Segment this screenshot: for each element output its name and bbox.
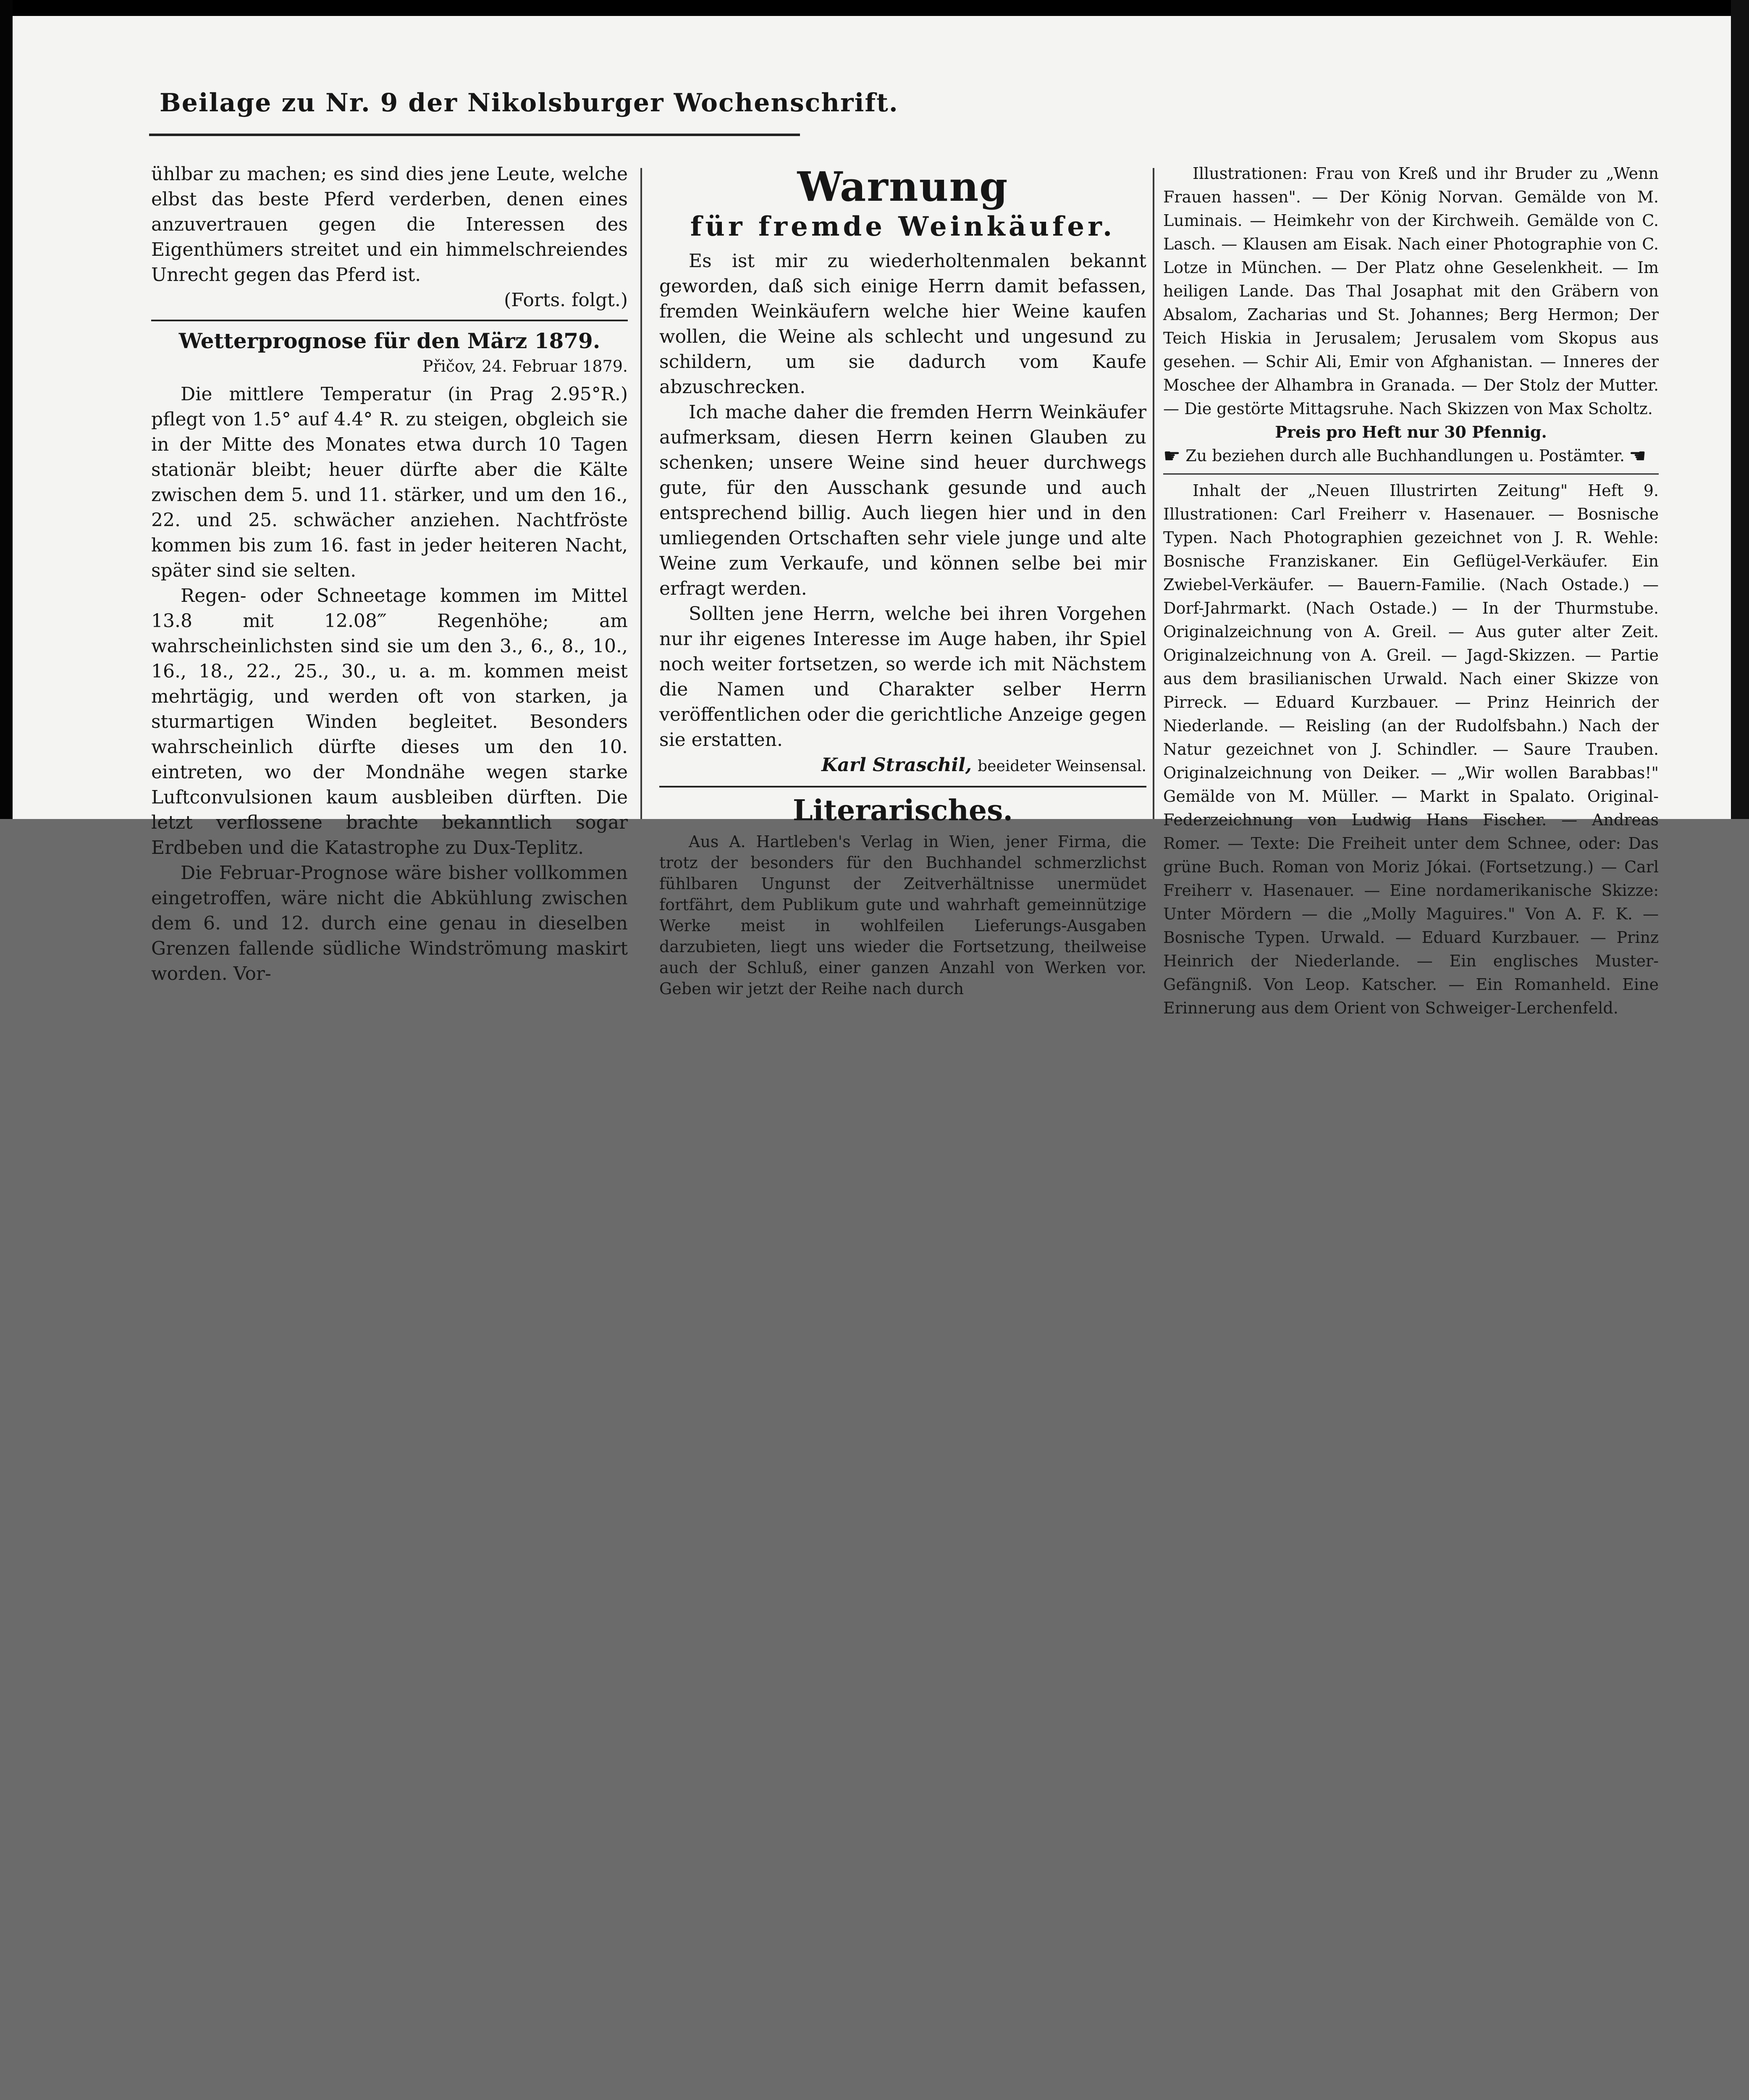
section-rule	[659, 786, 1146, 788]
column-2	[659, 162, 1146, 998]
literary-paragraph: Aus A. Hartleben's Verlag in Wien, jener Firma, die trotz der besonders für den Buchhandel schmerzlichst fühlbaren Ungunst der Zeitverhältnisse unermüdet fortfährt, dem Publikum gute und wahrhaft gemeinnützige Werke meist in wohlfeilen Lieferungs-Ausgaben darzubieten, liegt uns wieder die Fortsetzung, theilweise auch der Schluß, einer ganzen Anzahl von Werken vor. Geben wir jetzt der Reihe nach durch	[659, 832, 1146, 998]
column-3	[1163, 162, 1659, 1017]
warning-paragraph: Ich mache daher die fremden Herrn Weinkäufer aufmerksam, diesen Herrn keinen Glauben zu schenken; unsere Weine sind heuer durchwegs gute, für den Ausschank gesunde und auch entsprechend billig. Auch liegen hier und in den umliegenden Ortschaften sehr viele junge und alte Weine zum Verkaufe, und können selbe bei mir erfragt werden.	[659, 402, 1146, 599]
illustrations-list: Illustrationen: Frau von Kreß und ihr Bruder zu „Wenn Frauen hassen". — Der König Norvan. Gemälde von M. Luminais. — Heimkehr von der Kirchweih. Gemälde von C. Lasch. — Klausen am Eisak. Nach einer Photographie von C. Lotze in München. — Der Platz ohne Geselenkheit. — Im heiligen Lande. Das Thal Josaphat mit den Gräbern von Absalom, Zacharias und St. Johannes; Berg Hermon; Der Teich Hiskia in Jerusalem; Jerusalem vom Skopus aus gesehen. — Schir Ali, Emir von Afghanistan. — Inneres der Moschee der Alhambra in Granada. — Der Stolz der Mutter. — Die gestörte Mittagsruhe. Nach Skizzen von Max Scholtz.	[1163, 164, 1659, 418]
column-divider-1	[640, 168, 642, 819]
order-notice-text: Zu beziehen durch alle Buchhandlungen u. Postämter.	[1185, 446, 1625, 465]
scan-left-border	[0, 0, 13, 819]
weather-dateline: Přičov, 24. Februar 1879.	[422, 357, 628, 375]
weather-paragraph: Die mittlere Temperatur (in Prag 2.95°R.) pflegt von 1.5° auf 4.4° R. zu steigen, obgleich sie in der Mitte des Monates etwa durch 10 Tagen stationär bleibt; heuer dürfte aber die Kälte zwischen dem 5. und 11. stärker, und um den 16., 22. und 25. schwächer anziehen. Nachtfröste kommen bis zum 16. fast in jeder heiteren Nacht, später sind sie selten.	[151, 383, 628, 581]
contents-list: Inhalt der „Neuen Illustrirten Zeitung" Heft 9. Illustrationen: Carl Freiherr v. Hasenauer. — Bosnische Typen. Nach Photographien gezeichnet von J. R. Wehle: Bosnische Franziskaner. Ein Geflügel-Verkäufer. Ein Zwiebel-Verkäufer. — Bauern-Familie. (Nach Ostade.) — Dorf-Jahrmarkt. (Nach Ostade.) — In der Thurmstube. Originalzeichnung von A. Greil. — Aus guter alter Zeit. Originalzeichnung von A. Greil. — Jagd-Skizzen. — Partie aus dem brasilianischen Urwald. Nach einer Skizze von Pirreck. — Eduard Kurzbauer. — Prinz Heinrich der Niederlande. — Reisling (an der Rudolfsbahn.) Nach der Natur gezeichnet von J. Schindler. — Saure Trauben. Originalzeichnung von Deiker. — „Wir wollen Barabbas!" Gemälde von M. Müller. — Markt in Spalato. Original-Federzeichnung von Ludwig Hans Fischer. — Andreas Romer. — Texte: Die Freiheit unter dem Schnee, oder: Das grüne Buch. Roman von Moriz Jókai. (Fortsetzung.) — Carl Freiherr v. Hasenauer. — Eine nordamerikanische Skizze: Unter Mördern — die „Molly Maguires." Von A. F. K. — Bosnische Typen. Urwald. — Eduard Kurzbauer. — Prinz Heinrich der Niederlande. — Ein englisches Muster-Gefängniß. Von Leop. Katscher. — Ein Romanheld. Eine Erinnerung aus dem Orient von Schweiger-Lerchenfeld.	[1163, 481, 1659, 1017]
warning-signature	[659, 753, 1146, 779]
signature-role: beeideter Weinsensal.	[978, 758, 1146, 775]
section-rule	[151, 320, 628, 321]
column-1	[151, 162, 628, 984]
warning-title: Warnung	[797, 163, 1009, 210]
header-rule	[149, 134, 800, 136]
section-rule	[1163, 473, 1659, 475]
continuation-note: (Forts. folgt.)	[504, 289, 628, 311]
weather-paragraph: Die Februar-Prognose wäre bisher vollkommen eingetroffen, wäre nicht die Abkühlung zwischen dem 6. und 12. durch eine genau in dieselben Grenzen fallende südliche Windströmung maskirt worden. Vor-	[151, 862, 628, 984]
order-notice	[1163, 444, 1659, 467]
warning-paragraph: Es ist mir zu wiederholtenmalen bekannt geworden, daß sich einige Herrn damit befassen, fremden Weinkäufern welche hier Weine kaufen wollen, die Weine als schlecht und ungesund zu schildern, um sie dadurch vom Kaufe abzuschrecken.	[659, 250, 1146, 398]
warning-paragraph: Sollten jene Herrn, welche bei ihren Vorgehen nur ihr eigenes Interesse im Auge haben, ihr Spiel noch weiter fortsetzen, so werde ich mit Nächstem die Namen und Charakter selber Herrn veröffentlichen oder die gerichtliche Anzeige gegen sie erstatten.	[659, 603, 1146, 751]
column-divider-2	[1153, 168, 1154, 819]
scan-right-border	[1731, 0, 1749, 819]
pointing-hand-icon: ☛	[1628, 444, 1647, 467]
signature-name: Karl Straschil,	[821, 754, 972, 776]
weather-title: Wetterprognose für den März 1879.	[178, 328, 600, 353]
price-line: Preis pro Heft nur 30 Pfennig.	[1275, 423, 1547, 441]
page-header: Beilage zu Nr. 9 der Nikolsburger Wochenschrift.	[160, 88, 899, 118]
literary-title: Literarisches.	[792, 794, 1013, 827]
article-continuation: ühlbar zu machen; es sind dies jene Leute, welche elbst das beste Pferd verderben, denen eines anzuvertrauen gegen die Interessen des Eigenthümers streitet und ein himmelschreiendes Unrecht gegen das Pferd ist.	[151, 163, 628, 286]
warning-subtitle: für fremde Weinkäufer.	[690, 211, 1116, 242]
weather-paragraph: Regen- oder Schneetage kommen im Mittel 13.8 mit 12.08‴ Regenhöhe; am wahrscheinlichsten sind sie um den 3., 6., 8., 10., 16., 18., 22., 25., 30., u. a. m. kommen meist mehrtägig, und werden oft von starken, ja sturmartigen Winden begleitet. Besonders wahrscheinlich dürfte dieses um den 10. eintreten, wo der Mondnähe wegen starke Luftconvulsionen kaum ausbleiben dürften. Die letzt verflossene brachte bekanntlich sogar Erdbeben und die Katastrophe zu Dux-Teplitz.	[151, 585, 628, 858]
pointing-hand-icon: ☛	[1163, 444, 1181, 467]
scan-top-border	[0, 0, 1749, 16]
